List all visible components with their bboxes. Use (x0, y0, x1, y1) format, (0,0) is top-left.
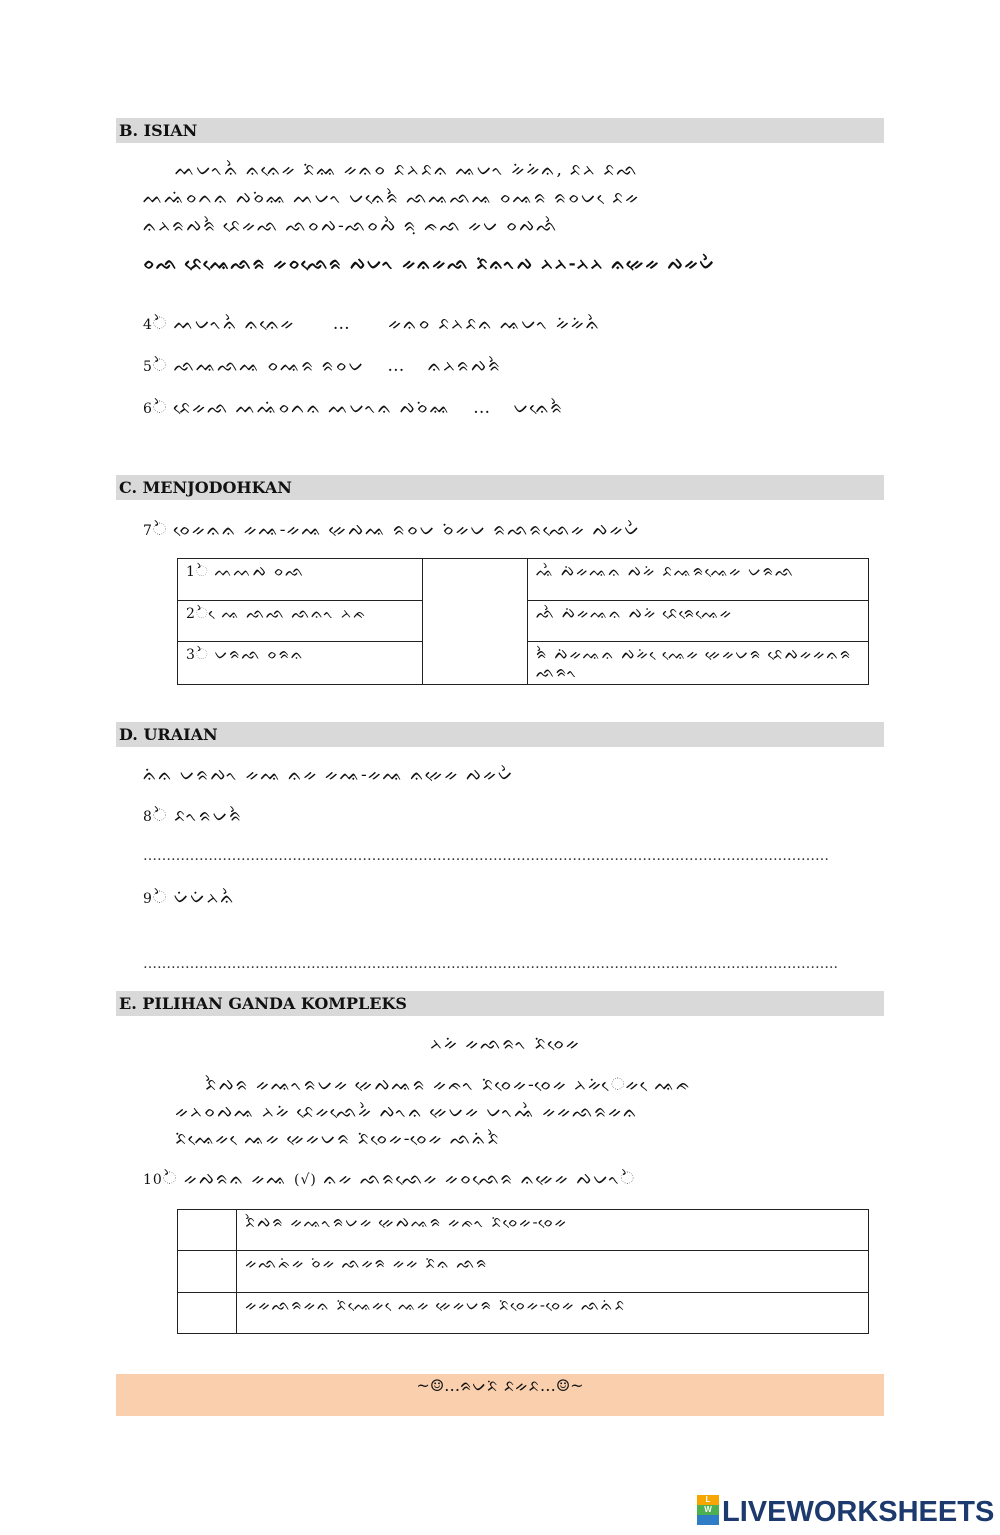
question-10: 10ᨛ ᨀᨄᨑᨊ ᨀᨕ (√) ᨊᨀ ᨒᨑᨒᨙᨀ ᨀᨔᨒᨙᨑ ᨊᨀᨙᨀ ᨄᨆᨚᨛ (143, 1169, 635, 1189)
section-d-heading: D. URAIAN (116, 722, 884, 747)
checkbox-cell-2[interactable] (178, 1251, 237, 1293)
question-right-text: ᨀᨊᨔ ᨅᨂᨅᨊ ᨕᨆᨚ ᨀᨗᨀᨗᨊᨛ (388, 314, 601, 334)
section-b-paragraph-line-3: ᨊᨂᨑᨄᨑᨛ ᨅᨙᨀᨒ ᨒᨔᨄ-ᨒᨔᨄᨛ ᨑᨘ ᨃᨒ ᨀᨆ ᨔᨄᨒᨛ (143, 216, 559, 236)
option-text-3: ᨀᨀᨒᨑᨀᨊ ᨅᨗᨕᨙᨀ ᨙᨕᨀ ᨀᨙᨀᨆᨑ ᨅᨗᨔᨙᨀ-ᨔᨙᨀ ᨒᨊᨗᨅ (237, 1293, 869, 1334)
question-right-text: ᨆᨊᨙᨑᨛ (513, 398, 565, 418)
question-left-text: ᨒᨕᨒᨕ ᨔᨕᨑ ᨑᨔᨆ (173, 356, 365, 376)
closing-banner (116, 1374, 884, 1416)
checkbox-cell-1[interactable] (178, 1210, 237, 1251)
section-b-paragraph-line-2: ᨓᨕᨗᨔᨈᨊ ᨄᨔᨗᨐ ᨓᨆᨚ ᨆᨊᨙᨑᨛ ᨒᨕᨒᨕ ᨔᨕᨑ ᨑᨔᨆ ᨙᨅᨀ (143, 188, 641, 208)
section-e-title: ᨂᨀᨗ ᨀᨒᨑᨚ ᨅᨗᨔᨙᨀ (430, 1034, 581, 1054)
matching-left-item-1: 1ᨛ ᨓᨓᨄ ᨔᨒ (178, 559, 423, 601)
question-9: 9ᨛ ᨆᨗᨆᨗᨂᨊᨛ (143, 888, 236, 908)
question-sep: ᨛ (152, 356, 174, 376)
liveworksheets-logo (697, 1496, 994, 1530)
matching-left-item-3: 3ᨛ ᨆᨑᨒ ᨔᨑᨊ (178, 642, 423, 685)
section-b-heading: B. ISIAN (116, 118, 884, 143)
blank-answer[interactable]: … (387, 356, 406, 376)
section-b-paragraph-line-1: ᨓᨆᨚᨊᨛ ᨊᨊᨙᨀ ᨅᨗᨐ ᨀᨊᨔ ᨅᨂᨅᨊ ᨕᨆᨚ ᨀᨗᨀᨗᨊ, ᨅᨂ ᨅᨒ (175, 160, 639, 180)
question-number: 4 (143, 317, 153, 333)
question-right-text: ᨊᨂᨑᨄᨑᨛ (427, 356, 502, 376)
question-number: 5 (143, 359, 153, 375)
section-d-instruction: ᨊᨗᨊ ᨆᨑᨄᨚ ᨀᨕ ᨊᨀ ᨀᨕ-ᨀᨕ ᨊᨀᨙᨀ ᨄᨀᨆᨛ (143, 765, 515, 785)
question-8: 8ᨛ ᨅᨚᨑᨆᨑᨛ (143, 806, 243, 826)
blank-answer[interactable]: … (332, 314, 351, 334)
check-mark-symbol: (√) (294, 1172, 317, 1188)
option-text-2: ᨀᨒᨃᨗᨀ ᨔᨗᨀ ᨒᨀᨑ ᨀᨀ ᨅᨗᨊ ᨒᨑ (237, 1251, 869, 1293)
question-sep: ᨛ (152, 314, 174, 334)
question-5 (143, 356, 502, 376)
section-e-paragraph-line-1: ᨅᨛᨄᨑ ᨀᨕᨚᨑᨆᨀ ᨀᨙᨄᨕᨑ ᨀᨃᨚ ᨅᨗᨔᨙᨀ-ᨔᨙᨀ ᨂᨀᨗᨙᨀ ᨙᨕᨃ (205, 1075, 692, 1095)
matching-right-item-c: ᨑᨛ ᨄᨗᨀᨕᨊ ᨄᨀᨗ ᨙᨕᨙᨀ ᨀᨙᨀᨆᨑ ᨅᨙᨄᨀᨀᨊᨑ ᨒᨑᨚ (528, 642, 869, 685)
question-6 (143, 398, 564, 418)
section-e-heading: E. PILIHAN GANDA KOMPLEKS (116, 991, 884, 1016)
question-sep: ᨛ (152, 398, 174, 418)
question-left-text: ᨅᨙᨀᨒ ᨓᨕᨗᨔᨈᨊ ᨓᨆᨚᨊ ᨄᨔᨗᨐ (173, 398, 451, 418)
answer-line-9[interactable]: ………………………………………………………………………………………………………………………………….. (143, 956, 838, 972)
matching-table (177, 558, 869, 685)
matching-right-item-a: ᨕᨛ ᨄᨗᨀᨕᨊ ᨄᨀᨗ ᨅᨕᨑᨕᨙᨀ ᨆᨑᨒ (528, 559, 869, 601)
section-e-paragraph-line-3: ᨅᨗᨕᨙᨀ ᨙᨕᨀ ᨀᨙᨀᨆᨑ ᨅᨗᨔᨙᨀ-ᨔᨙᨀ ᨒᨊᨗᨅᨛ (175, 1129, 501, 1149)
section-e-paragraph-line-2: ᨀᨂᨔᨄᨕ ᨂᨀᨗ ᨅᨙᨀᨒᨙᨀᨛ ᨄᨚᨊ ᨀᨙᨆᨀ ᨆᨚᨕᨛ ᨀᨀᨒᨑᨀᨊ (175, 1102, 639, 1122)
question-number: 7 (143, 523, 153, 539)
matching-right-item-b: ᨒᨛ ᨄᨗᨀᨕᨊ ᨄᨀᨗ ᨅᨙᨑᨙᨕᨙᨀ (528, 601, 869, 642)
matching-answer-area[interactable] (423, 559, 528, 685)
section-c-heading: C. MENJODOHKAN (116, 475, 884, 500)
option-text-1: ᨅᨛᨄᨑ ᨀᨕᨚᨑᨆᨀ ᨀᨙᨄᨕᨑ ᨀᨃᨚ ᨅᨗᨔᨙᨀ-ᨔᨙᨀ (237, 1210, 869, 1251)
checklist-table (177, 1209, 869, 1334)
question-number: 6 (143, 401, 153, 417)
closing-text: ~☺…ᨑᨆᨅᨗ ᨅᨀᨅ…☺~ (416, 1376, 584, 1395)
question-7: 7ᨛ ᨔᨙᨀᨊᨊ ᨀᨕ-ᨀᨕ ᨀᨙᨄᨕ ᨑᨔᨆ ᨔᨗᨀᨆ ᨑᨒᨑᨒᨙᨀ ᨄᨀᨆᨛ (143, 520, 641, 540)
blank-answer[interactable]: … (473, 398, 492, 418)
brand-name: LIVEWORKSHEETS (722, 1496, 995, 1528)
section-b-instruction: ᨔᨒ ᨅᨙᨕᨙᨒᨑ ᨀᨔᨒᨙᨑ ᨄᨆᨚ ᨀᨊᨀᨒ ᨅᨗᨊᨚᨄ ᨂᨂ-ᨂᨂ ᨊᨀᨙᨀ ᨄᨀᨆᨛ (143, 254, 716, 274)
question-4 (143, 314, 601, 334)
liveworksheets-logo-icon: L W (697, 1495, 719, 1525)
matching-left-item-2: 2ᨛ ᨙᨕ ᨒᨒ ᨒᨊᨚ ᨂᨃ (178, 601, 423, 642)
checkbox-cell-3[interactable] (178, 1293, 237, 1334)
question-text: ᨔᨙᨀᨊᨊ ᨀᨕ-ᨀᨕ ᨀᨙᨄᨕ ᨑᨔᨆ ᨔᨗᨀᨆ ᨑᨒᨑᨒᨙᨀ ᨄᨀᨆᨛ (173, 520, 641, 540)
question-left-text: ᨓᨆᨚᨊᨛ ᨊᨊᨙᨀ (173, 314, 296, 334)
answer-line-8[interactable]: ………………………………………………………………………………………………………………………………… (143, 848, 829, 864)
